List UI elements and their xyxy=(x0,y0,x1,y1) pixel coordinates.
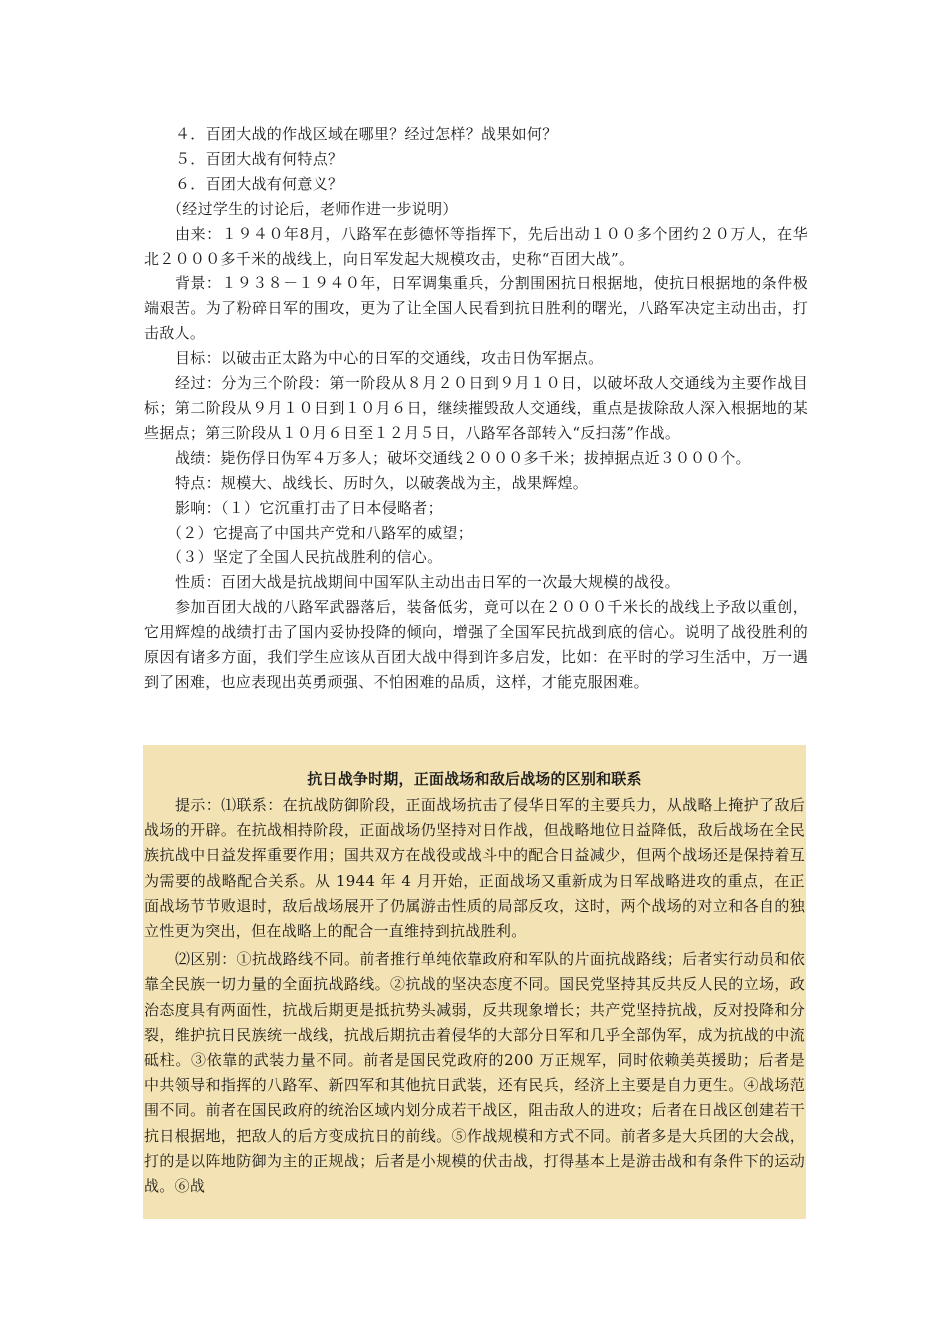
paragraph-impact-2: （２）它提高了中国共产党和八路军的威望； xyxy=(167,523,474,542)
note-box-title: 抗日战争时期，正面战场和敌后战场的区别和联系 xyxy=(307,770,642,788)
paragraph-background: 背景：１９３８－１９４０年，日军调集重兵，分割围困抗日根据地，使抗日根据地的条件极端艰苦。为了粉碎日军的围攻，更为了让全国人民看到抗日胜利的曙光，八路军决定主动出击，打击敌人。 xyxy=(144,274,808,343)
paragraph-impact-1: 影响：（１）它沉重打击了日本侵略者； xyxy=(175,498,443,517)
question-6: ６．百团大战有何意义？ xyxy=(175,174,344,193)
paragraph-conclusion: 参加百团大战的八路军武器落后，装备低劣，竟可以在２０００千米长的战线上予敌以重创，它用辉煌的战绩打击了国内妥协投降的倾向，增强了全国军民抗战到底的信心。说明了战役胜利的原因有诸多方面，我们学生应该从百团大战中得到许多启发，比如：在平时的学习生活中，万一遇到了困难，也应表现出英勇顽强、不怕困难的品质，这样，才能克服困难。 xyxy=(144,598,808,691)
note-box-paragraph-connection: 提示：⑴联系：在抗战防御阶段，正面战场抗击了侵华日军的主要兵力，从战略上掩护了敌后战场的开辟。在抗战相持阶段，正面战场仍坚持对日作战，但战略地位日益降低，敌后战场在全民族抗战中日益发挥重要作用；国共双方在战役或战斗中的配合日益减少，但两个战场还是保持着互为需要的战略配合关系。从 1944 年 4 月开始，正面战场又重新成为日军战略进攻的重点，在正面战场节节败退时，敌后战场展开了仍属游击性质的局部反攻，这时，两个战场的对立和各自的独立性更为突出，但在战略上的配合一直维持到抗战胜利。 xyxy=(144,795,805,940)
paragraph-results: 战绩：毙伤俘日伪军４万多人；破坏交通线２０００多千米；拔掉据点近３０００个。 xyxy=(175,448,751,467)
note-box xyxy=(143,745,806,1219)
discussion-note: （经过学生的讨论后，老师作进一步说明） xyxy=(167,199,458,218)
question-5: ５．百团大战有何特点？ xyxy=(175,149,344,168)
document-body xyxy=(144,122,808,695)
note-box-content xyxy=(144,767,805,1199)
paragraph-features: 特点：规模大、战线长、历时久，以破袭战为主，战果辉煌。 xyxy=(175,473,589,492)
paragraph-origin: 由来：１９４０年8月，八路军在彭德怀等指挥下，先后出动１００多个团约２０万人，在华北２０００多千米的战线上，向日军发起大规模攻击，史称“百团大战”。 xyxy=(144,224,808,268)
paragraph-nature: 性质：百团大战是抗战期间中国军队主动出击日军的一次最大规模的战役。 xyxy=(175,573,680,592)
paragraph-goal: 目标：以破击正太路为中心的日军的交通线，攻击日伪军据点。 xyxy=(175,349,604,368)
paragraph-impact-3: （３）坚定了全国人民抗战胜利的信心。 xyxy=(167,548,443,567)
question-4: ４．百团大战的作战区域在哪里？经过怎样？战果如何？ xyxy=(175,125,558,143)
note-box-paragraph-difference: ⑵区别：①抗战路线不同。前者推行单纯依靠政府和军队的片面抗战路线；后者实行动员和依靠全民族一切力量的全面抗战路线。②抗战的坚决态度不同。国民党坚持其反共反人民的立场，政治态度具有两面性，抗战后期更是抵抗势头减弱，反共现象增长；共产党坚持抗战，反对投降和分裂，维护抗日民族统一战线，抗战后期抗击着侵华的大部分日军和几乎全部伪军，成为抗战的中流砥柱。③依靠的武装力量不同。前者是国民党政府的200 万正规军，同时依赖美英援助；后者是中共领导和指挥的八路军、新四军和其他抗日武装，还有民兵，经济上主要是自力更生。④战场范围不同。前者在国民政府的统治区域内划分成若干战区，阻击敌人的进攻；后者在日战区创建若干抗日根据地，把敌人的后方变成抗日的前线。⑤作战规模和方式不同。前者多是大兵团的大会战，打的是以阵地防御为主的正规战；后者是小规模的伏击战，打得基本上是游击战和有条件下的运动战。⑥战 xyxy=(144,950,805,1195)
paragraph-process: 经过：分为三个阶段：第一阶段从８月２０日到９月１０日，以破坏敌人交通线为主要作战目标；第二阶段从９月１０日到１０月６日，继续摧毁敌人交通线，重点是拔除敌人深入根据地的某些据点；第三阶段从１０月６日至１２月５日，八路军各部转入“反扫荡”作战。 xyxy=(144,374,808,442)
